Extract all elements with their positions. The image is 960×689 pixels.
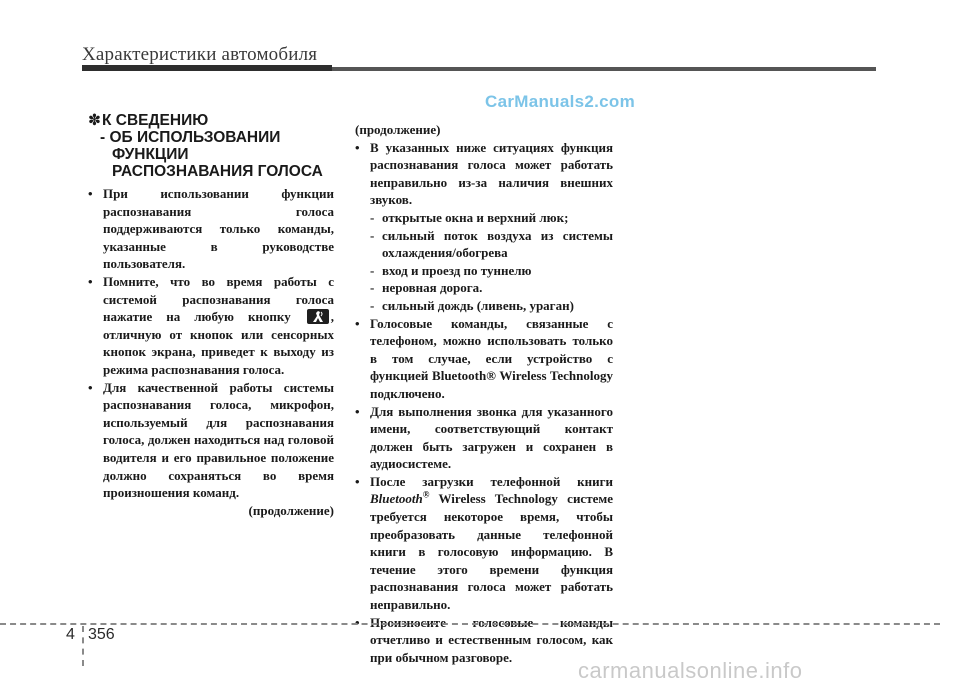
- footer-rule: [0, 623, 940, 625]
- voice-recognition-icon: [307, 309, 329, 324]
- sub-item: - сильный дождь (ливень, ураган): [370, 297, 574, 313]
- title-line-2: - ОБ ИСПОЛЬЗОВАНИИ: [100, 129, 281, 146]
- right-column: [355, 108, 613, 666]
- right-bullet-3: • Для выполнения звонка для указанного имени, соответствующий контакт должен быть загружен и сохранен в аудиосистеме.: [355, 403, 613, 472]
- star-icon: ✽: [88, 112, 101, 129]
- title-line-1: ✽К СВЕДЕНИЮ: [88, 112, 209, 129]
- left-column: [88, 112, 334, 532]
- sub-item: - открытые окна и верхний люк;: [370, 209, 569, 225]
- bullet-dot: •: [88, 379, 93, 395]
- footer-divider: [82, 626, 84, 666]
- left-bullet-2: • Помните, что во время работы с системой распознавания голоса нажатие на любую кнопку , отличную от кнопок или сенсорных кнопок экрана, приведет к выходу из режима распознавания голоса.: [88, 273, 334, 377]
- chapter-number: 4: [66, 626, 75, 643]
- bullet-dot: •: [88, 186, 93, 201]
- left-bullet-3: • Для качественной работы системы распознавания голоса, микрофон, используемый для распознавания голоса, должен находиться над головой водителя и его правильное положение должно сохраняться во время произношения команд.: [88, 379, 334, 501]
- sub-item: - неровная дорога.: [370, 280, 483, 296]
- right-bullet-1: • В указанных ниже ситуациях функция распознавания голоса может работать неправильно из-за наличия внешних звуков.: [355, 139, 613, 208]
- bullet-dot: •: [355, 139, 360, 155]
- section-title: [88, 112, 334, 180]
- right-bullet-5: • Произносите голосовые команды отчетливо и естественным голосом, как при обычном разговоре.: [355, 614, 613, 665]
- bullet-dot: •: [355, 315, 360, 331]
- sub-item: - сильный поток воздуха из системы охлаждения/обогрева: [370, 227, 613, 261]
- bluetooth-brand: Bluetooth®: [370, 490, 430, 507]
- right-bullet-2: • Голосовые команды, связанные с телефоном, можно использовать только в том случае, если устройство с функцией Bluetooth® Wireless Technology подключено.: [355, 315, 613, 401]
- sub-item: - вход и проезд по туннелю: [370, 262, 532, 278]
- left-bullet-1: • При использовании функции распознавания голоса поддерживаются только команды, указанные в руководстве пользователя.: [88, 186, 334, 272]
- header-rule-accent: [82, 65, 332, 71]
- continued-label: (продолжение): [248, 502, 334, 518]
- watermark-bottom[interactable]: carmanualsonline.info: [578, 658, 803, 683]
- page-number: 356: [88, 626, 115, 643]
- bullet-dot: •: [88, 273, 93, 289]
- right-bullet-4: • После загрузки телефонной книги Bluetooth® Wireless Technology системе требуется некоторое время, чтобы преобразовать данные телефонной книги в голосовую информацию. В течение этого времени функция распознавания голоса может работать неправильно.: [355, 473, 613, 613]
- bullet-dot: •: [355, 403, 360, 419]
- watermark-top[interactable]: CarManuals2.com: [485, 92, 635, 111]
- page-header-title: Характеристики автомобиля: [82, 44, 318, 65]
- continued-label-top: (продолжение): [355, 122, 441, 137]
- title-line-3: ФУНКЦИИ: [112, 146, 189, 163]
- bullet-dot: •: [355, 473, 360, 489]
- bullet-dot: •: [355, 614, 360, 630]
- title-line-4: РАСПОЗНАВАНИЯ ГОЛОСА: [112, 163, 323, 180]
